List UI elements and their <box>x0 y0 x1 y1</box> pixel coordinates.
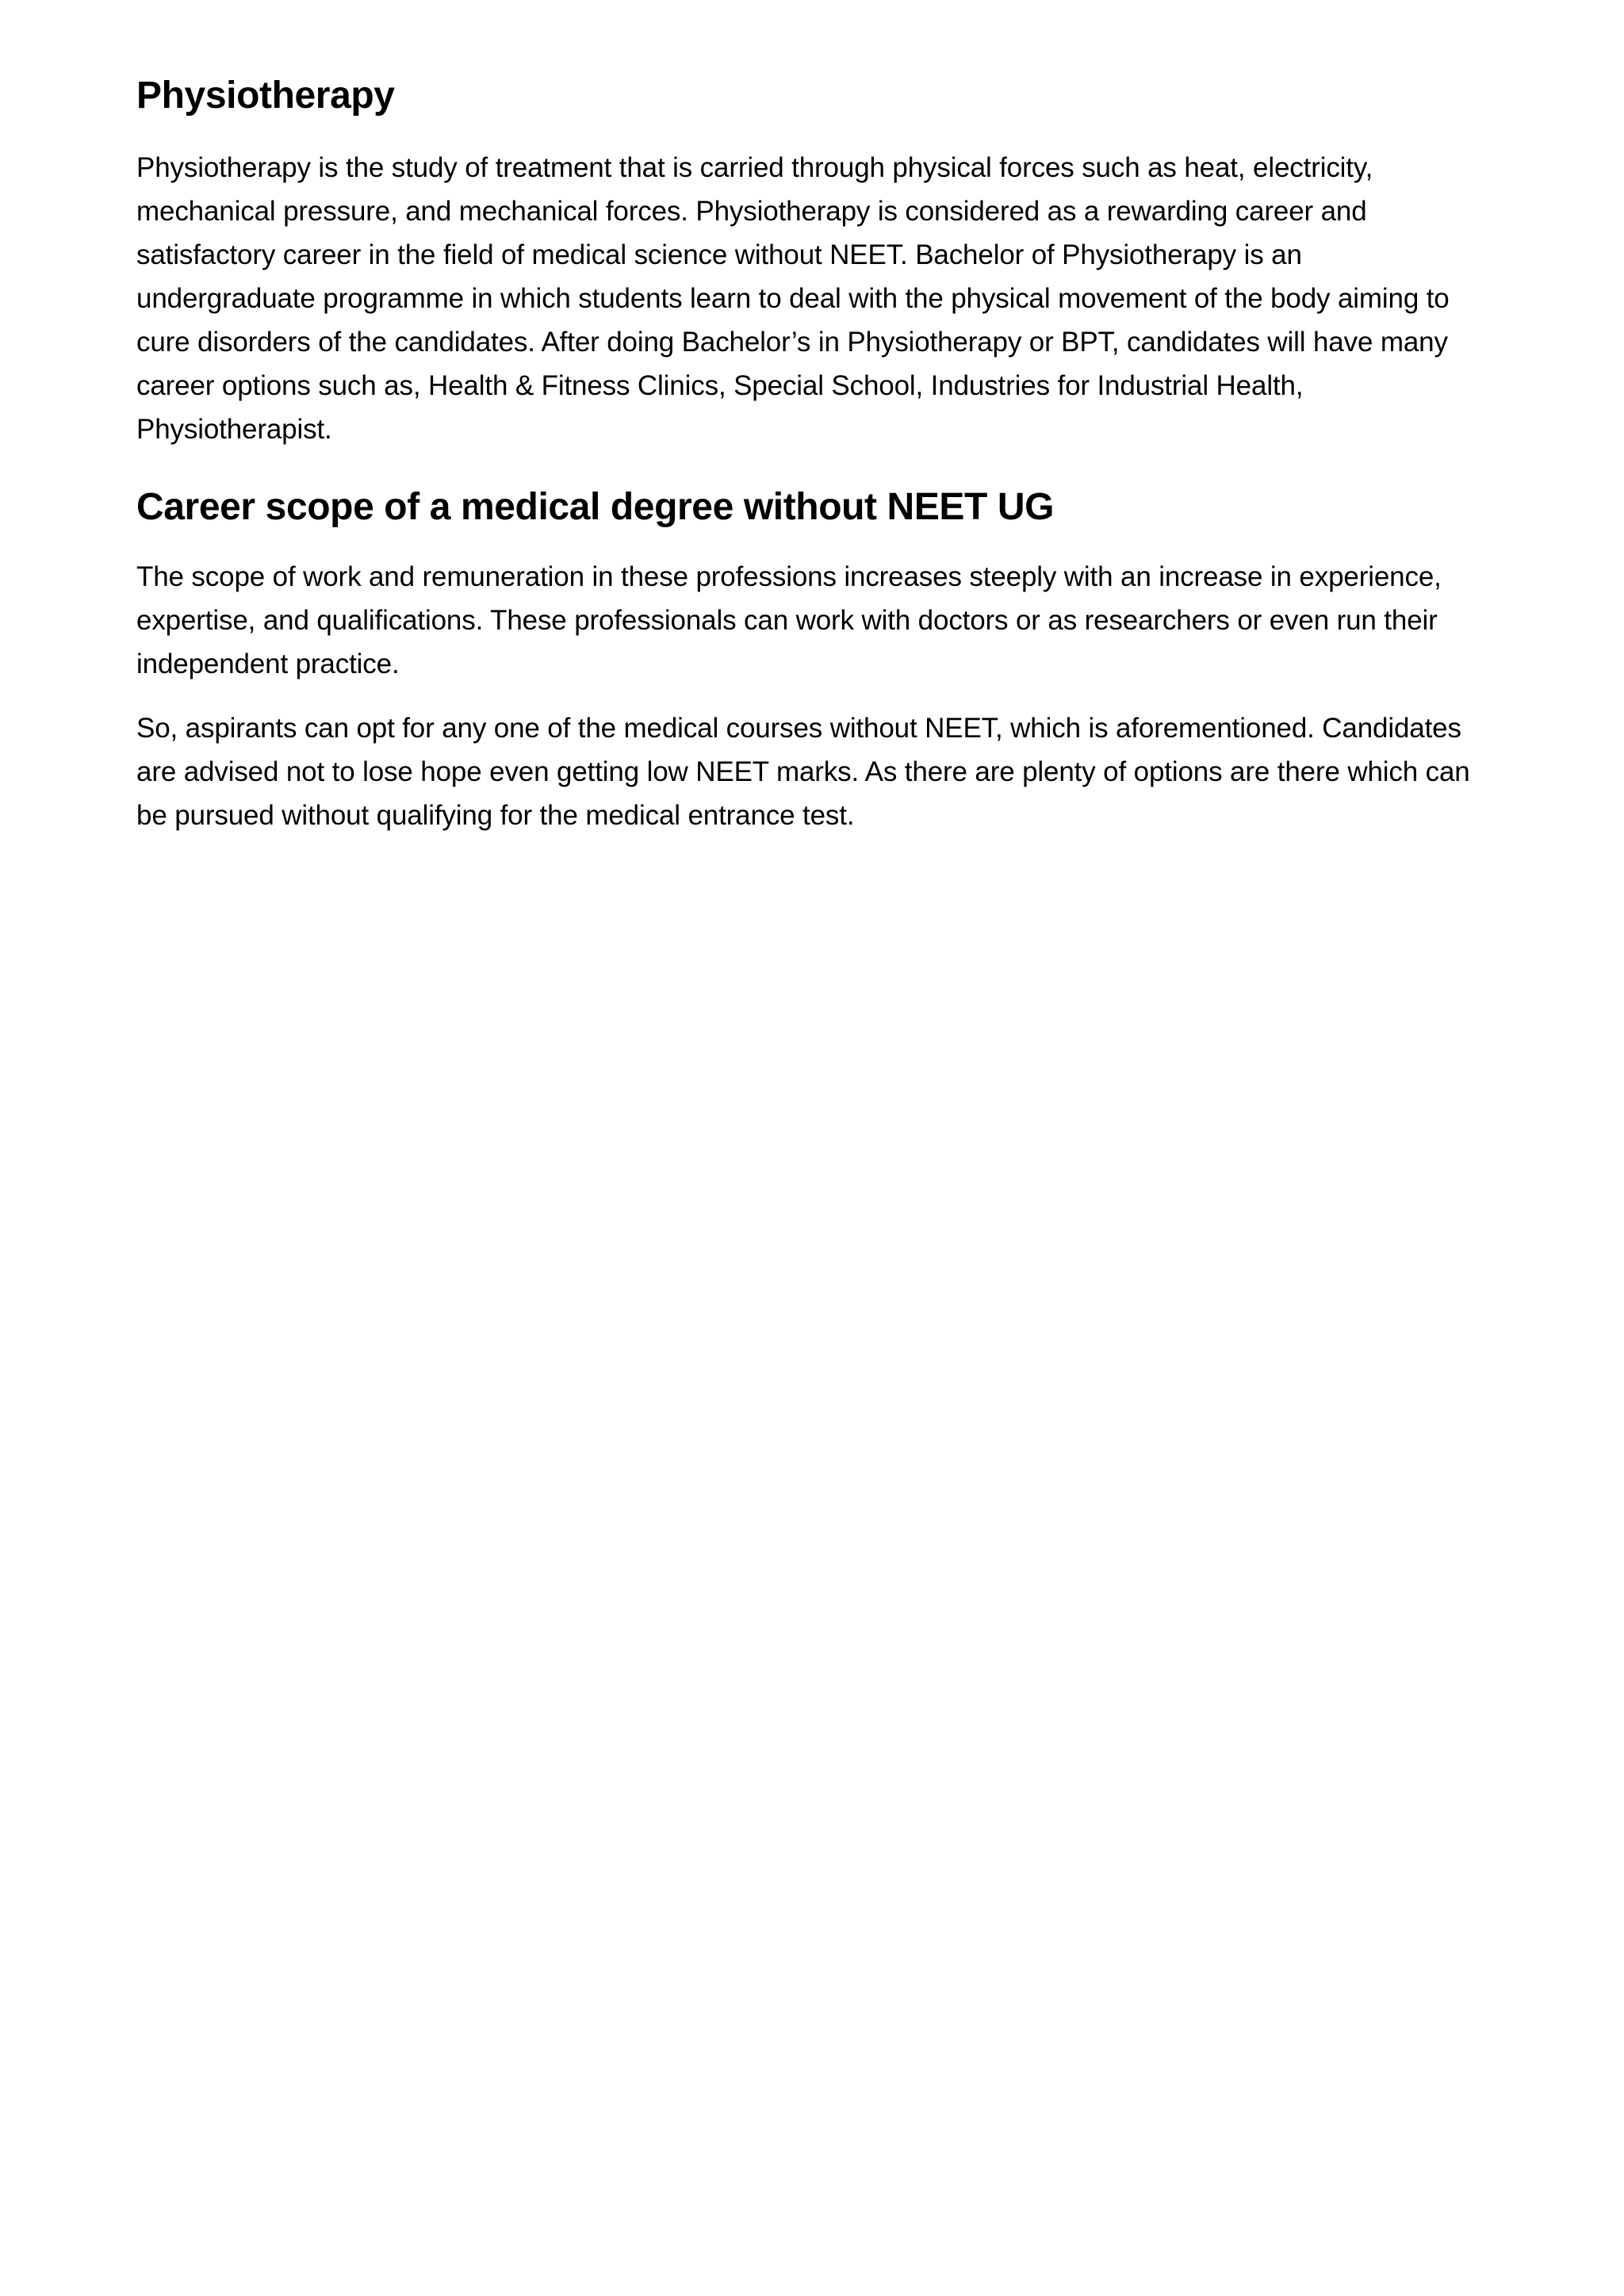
career-scope-paragraph-2: So, aspirants can opt for any one of the medical courses without NEET, which is aforementioned. Candidates are advised not to lose hope even getting low NEET marks. As there are plenty of options are there which can be pursued without qualifying for the medical entrance test. <box>136 713 1470 832</box>
career-scope-paragraph-1: The scope of work and remuneration in these professions increases steeply with an increase in experience, expertise, and qualifications. These professionals can work with doctors or as researchers or even run their independent practice. <box>136 561 1442 680</box>
physiotherapy-section <box>136 73 1484 451</box>
paragraph-spacer <box>136 686 1484 706</box>
section-spacer <box>136 451 1484 484</box>
document-content <box>136 73 1484 837</box>
career-scope-section <box>136 484 1484 838</box>
physiotherapy-heading: Physiotherapy <box>136 75 395 117</box>
physiotherapy-paragraph: Physiotherapy is the study of treatment that is carried through physical forces such as heat, electricity, mechanical pressure, and mechanical forces. Physiotherapy is considered as a rewarding career and satisfactory career in the field of medical science without NEET. Bachelor of Physiotherapy is an undergraduate programme in which students learn to deal with the physical movement of the body aiming to cure disorders of the candidates. After doing Bachelor’s in Physiotherapy or BPT, candidates will have many career options such as, Health & Fitness Clinics, Special School, Industries for Industrial Health, Physiotherapist. <box>136 151 1450 445</box>
career-scope-heading: Career scope of a medical degree without NEET UG <box>136 485 1055 528</box>
